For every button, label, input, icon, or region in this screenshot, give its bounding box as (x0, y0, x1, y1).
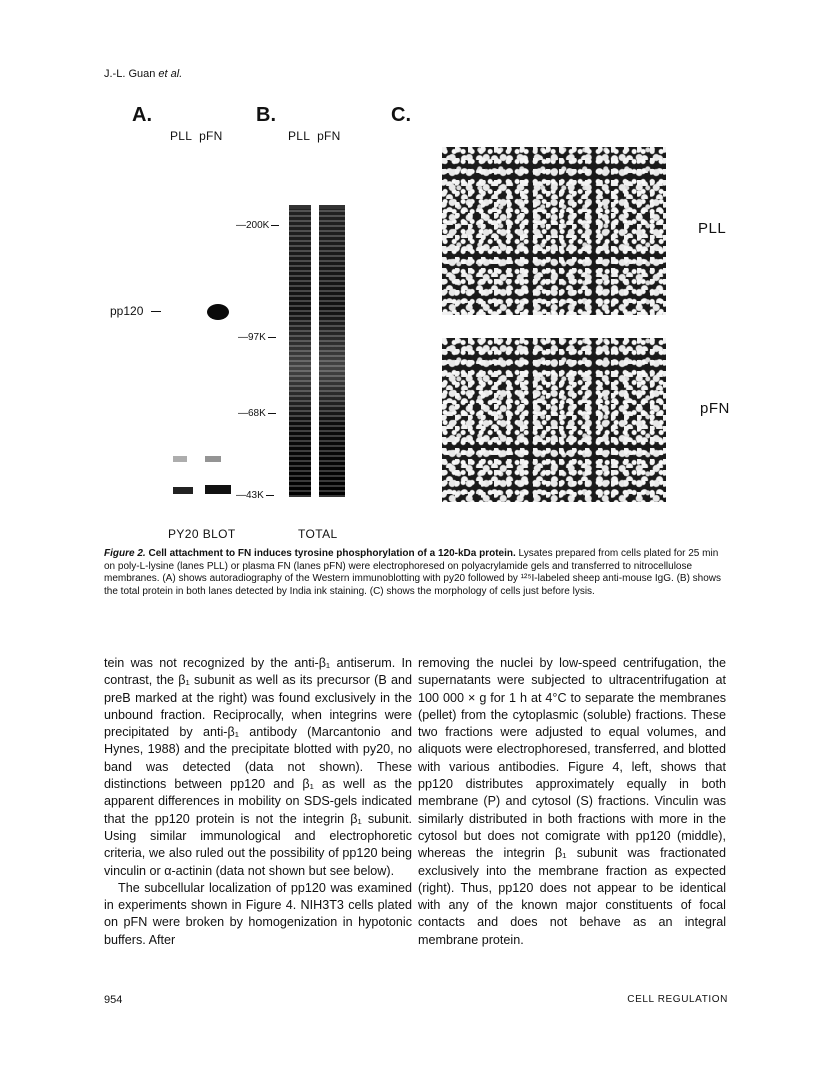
panel-b-blot-label: TOTAL (298, 527, 338, 541)
marker-43k: —43K (236, 490, 274, 501)
marker-43k-tick (266, 495, 274, 496)
marker-200k-text: 200K (246, 220, 270, 231)
panel-b-letter: B. (256, 104, 276, 126)
lane-pfn-top-band (319, 205, 345, 209)
body-paragraph: removing the nuclei by low-speed centrifugation, the supernatants were subjected to ultracentrifugation at 100 000 × g for 1 h at 4°C to separate the membranes (pellet) from the cytoplasmic (soluble) fractions. These two fractions were adjusted to equal volumes, and aliquots were electrophoresed, transferred, and blotted with various antibodies. Figure 4, left, shows that pp120 distributes approximately equally in both membrane (P) and cytosol (S) fractions. Vinculin was similarly distributed in both fractions with more in the cytosol but does not comigrate with pp120 (middle), whereas the integrin β₁ subunit was fractionated exclusively into the membrane fraction as expected (right). Thus, pp120 does not appear to be identical with any of the known major constituents of focal contacts and does not behave as an integral membrane protein. (418, 656, 726, 947)
marker-200k: —200K (236, 220, 279, 231)
running-head-authors: J.-L. Guan (104, 68, 159, 80)
running-head-etal: et al. (158, 68, 183, 80)
lane-pfn-bands (319, 209, 345, 497)
lane-pll-43k-band (173, 487, 193, 494)
pp120-band (207, 304, 229, 320)
caption-body: Lysates prepared from cells plated for 25 min on poly-L-lysine (lanes PLL) or plasma FN (lanes pFN) were electrophoresed on polyacrylamide gels and transferred to nitrocellulose membranes. (A) shows autoradiography of the Western immunoblotting with py20 followed by ¹²⁵I-labeled sheep anti-mouse IgG. (B) shows the total protein in both lanes detected by India ink staining. (C) shows the morphology of cells just before lysis. (104, 548, 722, 597)
pp120-pointer (151, 311, 161, 312)
lane-pfn-faint-band (205, 456, 221, 462)
page-number: 954 (104, 994, 123, 1006)
pp120-label-text: pp120 (110, 304, 144, 318)
pp120-band-label (110, 304, 161, 318)
body-column-right (418, 655, 726, 949)
panel-c-letter: C. (391, 104, 411, 126)
lane-pfn-43k-band (205, 485, 231, 494)
body-paragraph: tein was not recognized by the anti-β₁ antiserum. In contrast, the β₁ subunit as well as its precursor (B and preB marked at the right) was found exclusively in the unbound fraction. Reciprocally, when integrins were precipitated by anti-β₁ antibody (Marcantonio and Hynes, 1988) and the precipitate blotted with py20, no band was detected (data not shown). These distinctions between pp120 and β₁ as well as the apparent differences in mobility on SDS-gels indicated that the pp120 protein is not the integrin β₁ subunit. Using similar immunological and electrophoretic criteria, we also ruled out the possibility of pp120 being vinculin or α-actinin (data not shown but see below). (104, 656, 412, 878)
marker-68k: —68K (238, 408, 276, 419)
panel-a-blot-label: PY20 BLOT (168, 527, 236, 541)
panel-a-letter: A. (132, 104, 152, 126)
panel-a-lane-labels: PLL pFN (170, 129, 223, 143)
marker-97k-tick (268, 337, 276, 338)
body-column-left (104, 655, 412, 949)
micrograph-pfn-label: pFN (700, 400, 730, 417)
panel-a-blot (165, 280, 245, 510)
marker-97k-text: 97K (248, 332, 266, 343)
panel-b-lane-labels: PLL pFN (288, 129, 341, 143)
running-head (104, 68, 182, 80)
marker-68k-text: 68K (248, 408, 266, 419)
micrograph-pll (442, 147, 666, 315)
lane-pll-bands (289, 209, 311, 497)
marker-68k-tick (268, 413, 276, 414)
figure-caption (104, 548, 728, 598)
marker-200k-tick (271, 225, 279, 226)
marker-43k-text: 43K (246, 490, 264, 501)
micrograph-pfn (442, 338, 666, 502)
body-paragraph: The subcellular localization of pp120 was examined in experiments shown in Figure 4. NIH3T3 cells plated on pFN were broken by homogenization in hypotonic buffers. After (104, 880, 412, 947)
lane-pll-top-band (289, 205, 311, 209)
micrograph-pll-label: PLL (698, 220, 727, 237)
caption-title: Cell attachment to FN induces tyrosine phosphorylation of a 120-kDa protein. (148, 548, 516, 559)
journal-name: CELL REGULATION (627, 994, 728, 1005)
caption-figure-label: Figure 2. (104, 548, 146, 559)
marker-97k: —97K (238, 332, 276, 343)
panel-b-gel (286, 205, 356, 505)
lane-pll-faint-band (173, 456, 187, 462)
